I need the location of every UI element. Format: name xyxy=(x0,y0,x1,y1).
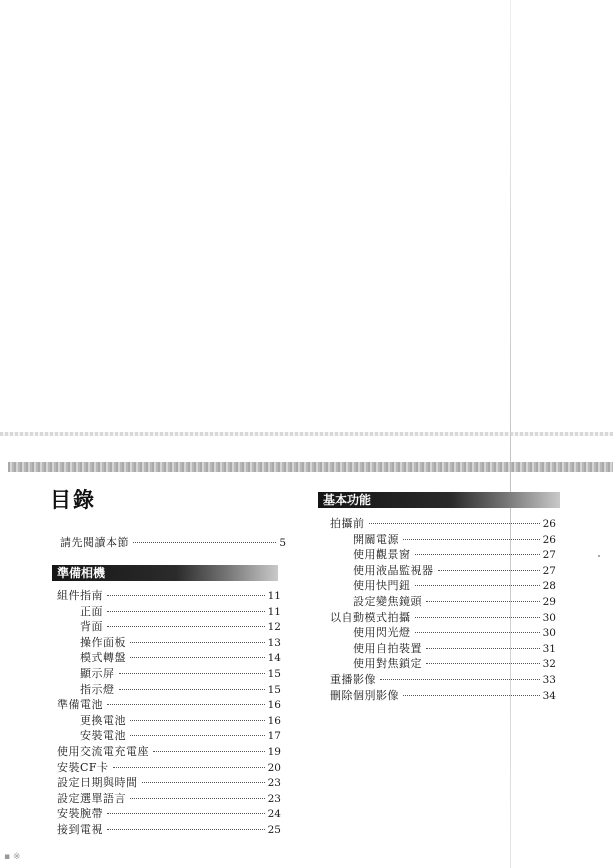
leader-dots xyxy=(380,679,540,680)
toc-entry[interactable] xyxy=(330,611,556,625)
toc-entry[interactable] xyxy=(80,729,281,743)
toc-entry[interactable] xyxy=(57,776,281,790)
toc-entry[interactable] xyxy=(353,595,556,609)
toc-entry[interactable] xyxy=(330,517,556,531)
toc-entry-page: 23 xyxy=(267,792,281,805)
toc-entry-label: 設定選單語言 xyxy=(57,791,126,805)
toc-entry[interactable] xyxy=(57,807,281,821)
toc-entry-page: 34 xyxy=(542,689,556,702)
toc-entry[interactable] xyxy=(80,620,281,634)
toc-entry[interactable] xyxy=(353,626,556,640)
toc-entry[interactable] xyxy=(57,823,281,837)
toc-entry-label: 準備電池 xyxy=(57,698,103,712)
toc-entry-page: 25 xyxy=(267,824,281,836)
page-title: 目錄 xyxy=(50,488,96,512)
leader-dots xyxy=(130,798,265,799)
toc-entry-page: 14 xyxy=(267,652,281,665)
toc-entry-label: 安裝腕帶 xyxy=(57,807,103,821)
toc-entry-page: 15 xyxy=(267,668,281,680)
leader-dots xyxy=(403,695,540,696)
toc-entry[interactable] xyxy=(353,657,556,671)
toc-entry-page: 26 xyxy=(542,533,556,546)
toc-entry[interactable] xyxy=(57,761,281,775)
leader-dots xyxy=(415,554,540,555)
leader-dots xyxy=(107,626,265,627)
leader-dots xyxy=(130,642,265,643)
toc-entry-page: 16 xyxy=(267,699,281,712)
toc-entry-page: 17 xyxy=(267,730,281,743)
toc-entry-label: 安裝電池 xyxy=(80,729,126,743)
toc-entry-label: 設定日期與時間 xyxy=(57,776,138,790)
toc-entry-label: 刪除個別影像 xyxy=(330,688,399,702)
toc-entry[interactable] xyxy=(353,564,556,578)
toc-entry-page: 32 xyxy=(542,658,556,671)
toc-entry-label: 設定變焦鏡頭 xyxy=(353,595,422,608)
leader-dots xyxy=(426,648,540,649)
toc-entry-label: 模式轉盤 xyxy=(80,651,126,665)
toc-entry[interactable] xyxy=(80,667,281,681)
toc-entry-label: 正面 xyxy=(80,604,103,618)
leader-dots xyxy=(107,704,265,705)
toc-entry-label: 拍攝前 xyxy=(330,517,365,530)
toc-entry-page: 24 xyxy=(267,808,281,821)
leader-dots xyxy=(426,601,540,602)
toc-entry[interactable] xyxy=(80,714,281,728)
toc-entry-label: 組件指南 xyxy=(57,589,103,602)
toc-entry-page: 30 xyxy=(542,611,556,624)
toc-entry-page: 11 xyxy=(267,605,281,618)
toc-entry[interactable] xyxy=(57,589,281,603)
leader-dots xyxy=(415,632,540,633)
leader-dots xyxy=(107,813,265,814)
leader-dots xyxy=(113,767,265,768)
toc-entry-label: 請先閱讀本節 xyxy=(60,536,129,549)
toc-entry-label: 指示燈 xyxy=(80,682,115,696)
toc-entry-page: 16 xyxy=(267,714,281,727)
toc-entry-page: 15 xyxy=(267,683,281,696)
toc-entry-label: 更換電池 xyxy=(80,713,126,727)
toc-entry-label: 安裝CF卡 xyxy=(57,760,109,774)
toc-entry[interactable] xyxy=(330,673,556,687)
toc-entry-page: 20 xyxy=(267,761,281,774)
corner-mark: ▪ ※ xyxy=(4,852,21,862)
toc-entry-page: 29 xyxy=(542,596,556,608)
toc-entry-label: 接到電視 xyxy=(57,823,103,836)
leader-dots xyxy=(119,673,265,674)
toc-entry[interactable] xyxy=(57,745,281,759)
leader-dots xyxy=(130,657,265,658)
toc-entry-label: 顯示屏 xyxy=(80,667,115,680)
toc-entry-page: 31 xyxy=(542,642,556,655)
leader-dots xyxy=(119,689,265,690)
toc-entry-label: 使用對焦鎖定 xyxy=(353,657,422,671)
toc-entry-label: 操作面板 xyxy=(80,635,126,649)
leader-dots xyxy=(415,585,540,586)
leader-dots xyxy=(369,523,540,524)
toc-entry[interactable] xyxy=(57,698,281,712)
toc-entry[interactable] xyxy=(80,605,281,619)
leader-dots xyxy=(130,720,265,721)
toc-entry-page: 5 xyxy=(279,537,286,549)
toc-entry[interactable] xyxy=(80,636,281,650)
toc-entry[interactable] xyxy=(57,792,281,806)
leader-dots xyxy=(153,751,265,752)
toc-entry[interactable] xyxy=(80,683,281,697)
toc-entry-label: 開關電源 xyxy=(353,532,399,546)
toc-entry-page: 28 xyxy=(542,580,556,593)
toc-entry-page: 12 xyxy=(267,621,281,634)
scan-speck xyxy=(598,555,600,557)
header-band xyxy=(8,462,613,472)
toc-entry-page: 30 xyxy=(542,627,556,640)
leader-dots xyxy=(107,611,265,612)
toc-entry-label: 使用閃光燈 xyxy=(353,626,411,640)
leader-dots xyxy=(130,735,265,736)
toc-entry-label: 背面 xyxy=(80,620,103,634)
toc-entry-label: 使用觀景窗 xyxy=(353,548,411,562)
toc-entry-intro[interactable] xyxy=(60,536,286,550)
toc-entry-page: 11 xyxy=(267,590,281,602)
leader-dots xyxy=(403,539,540,540)
toc-entry[interactable] xyxy=(353,579,556,593)
toc-entry-page: 23 xyxy=(267,777,281,790)
toc-entry-label: 使用交流電充電座 xyxy=(57,745,149,758)
leader-dots xyxy=(426,663,540,664)
leader-dots xyxy=(142,782,265,783)
leader-dots xyxy=(107,595,265,596)
toc-entry-label: 使用液晶監視器 xyxy=(353,563,434,577)
section-header-basic-functions: 基本功能 xyxy=(318,492,560,508)
toc-entry-label: 重播影像 xyxy=(330,673,376,686)
toc-entry-page: 33 xyxy=(542,674,556,686)
leader-dots xyxy=(133,542,276,543)
toc-entry-page: 19 xyxy=(267,746,281,758)
toc-entry-label: 使用快門鈕 xyxy=(353,579,411,593)
toc-entry[interactable] xyxy=(353,548,556,562)
toc-entry[interactable] xyxy=(353,642,556,656)
section-header-prepare-camera: 準備相機 xyxy=(52,565,278,581)
scan-artifact-strip xyxy=(0,432,613,436)
toc-entry-page: 27 xyxy=(542,564,556,577)
toc-entry[interactable] xyxy=(353,533,556,547)
toc-entry-label: 以自動模式拍攝 xyxy=(330,610,411,624)
toc-entry-page: 26 xyxy=(542,518,556,530)
toc-entry[interactable] xyxy=(330,689,556,703)
toc-entry-page: 27 xyxy=(542,549,556,562)
leader-dots xyxy=(438,570,540,571)
toc-entry-page: 13 xyxy=(267,636,281,649)
leader-dots xyxy=(107,829,265,830)
leader-dots xyxy=(415,617,540,618)
toc-entry[interactable] xyxy=(80,651,281,665)
toc-entry-label: 使用自拍裝置 xyxy=(353,641,422,655)
